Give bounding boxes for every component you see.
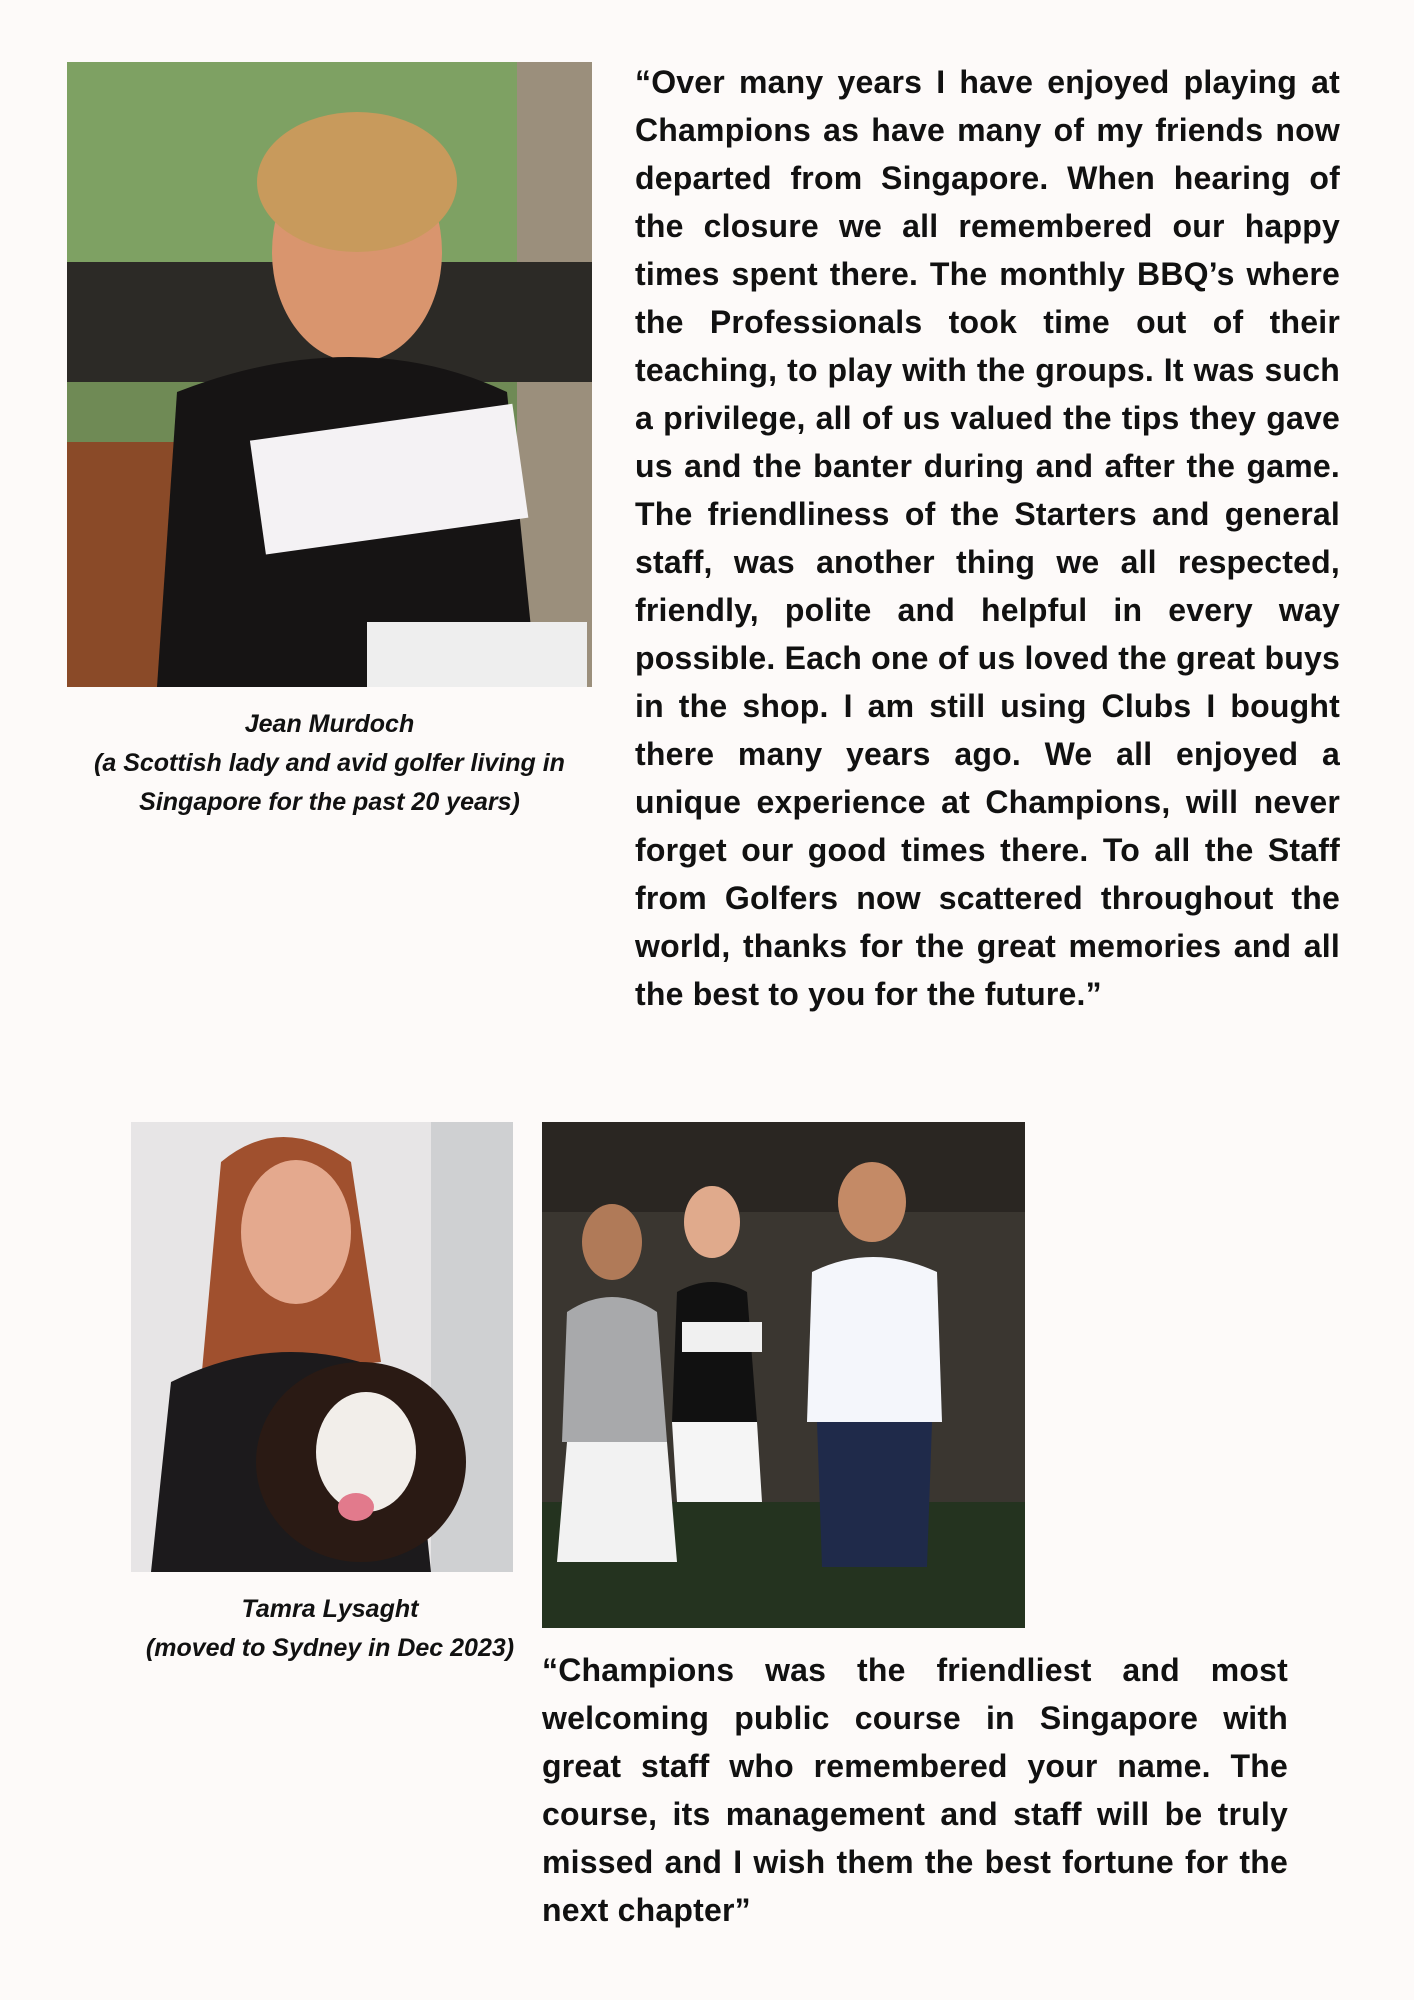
caption-name: Jean Murdoch [244,710,415,738]
photo-tamra-lysaght [131,1122,513,1572]
caption-description: (a Scottish lady and avid golfer living in [94,749,565,777]
photo-golf-prize-group [542,1122,1025,1628]
caption-tamra [120,1590,540,1668]
caption-jean [67,705,592,822]
testimonial-quote-tamra: “Champions was the friendliest and most welcoming public course in Singapore with great staff who remembered your name. The course, its management and staff will be truly missed and I wish them the best fortune for the next chapter” [542,1652,1288,1928]
testimonial-quote-jean: “Over many years I have enjoyed playing at Champions as have many of my friends now departed from Singapore. When hearing of the closure we all remembered our happy times spent there. The monthly BBQ’s where the Professionals took time out of their teaching, to play with the groups. It was such a privilege, all of us valued the tips they gave us and the banter during and after the game. The friendliness of the Starters and general staff, was another thing we all respected, friendly, polite and helpful in every way possible. Each one of us loved the great buys in the shop. I am still using Clubs I bought there many years ago. We all enjoyed a unique experience at Champions, will never forget our good times there. To all the Staff from Golfers now scattered throughout the world, thanks for the great memories and all the best to you for the future.” [635,64,1340,1012]
caption-description: (moved to Sydney in Dec 2023) [145,1634,515,1662]
caption-name: Tamra Lysaght [241,1595,419,1623]
caption-description: Singapore for the past 20 years) [139,788,520,816]
photo-jean-murdoch [67,62,592,687]
